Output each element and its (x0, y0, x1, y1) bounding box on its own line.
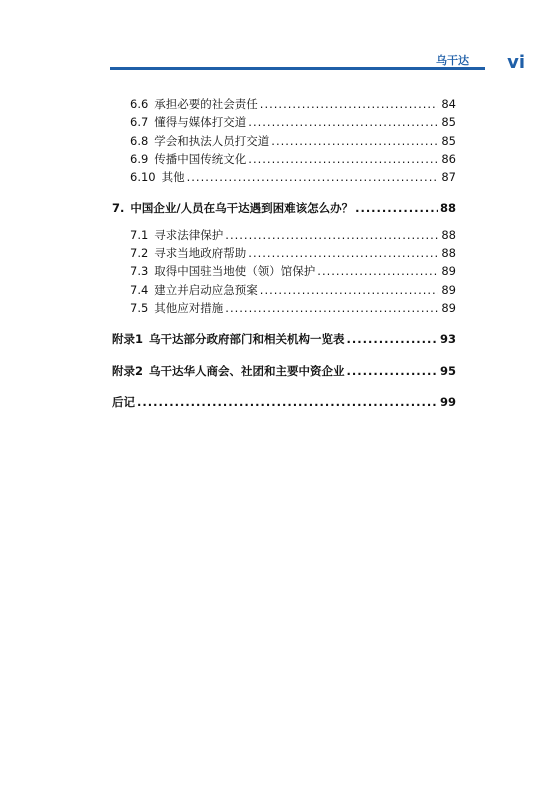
toc-entry-title: 传播中国传统文化 (154, 151, 247, 166)
running-head-title: 乌干达 (436, 54, 469, 67)
toc-leader-dots (248, 113, 438, 131)
toc-entry-page: 88 (441, 246, 456, 261)
toc-entry-title: 后记 (112, 394, 135, 409)
toc-entry-number: 6.9 (130, 151, 149, 166)
toc-entry-6-7[interactable] (112, 113, 456, 131)
toc-entry-page: 89 (441, 264, 456, 279)
toc-entry-page: 88 (441, 227, 456, 242)
toc-entry-6-9[interactable] (112, 150, 456, 168)
toc-leader-dots (260, 281, 438, 299)
toc-entry-page: 89 (441, 300, 456, 315)
toc-entry-7-4[interactable] (112, 281, 456, 299)
toc-appendix-1[interactable] (112, 330, 456, 348)
toc-entry-number: 7.4 (130, 282, 149, 297)
toc-entry-6-10[interactable] (112, 168, 456, 186)
toc-entry-6-8[interactable] (112, 132, 456, 150)
toc-entry-number: 7.2 (130, 246, 149, 261)
toc-entry-page: 88 (439, 201, 456, 216)
toc-entry-number: 7.3 (130, 264, 149, 279)
toc-entry-number: 附录2 (112, 363, 144, 378)
spacer (112, 317, 456, 330)
toc-entry-title: 其他 (161, 170, 185, 185)
toc-entry-title: 其他应对措施 (154, 300, 224, 315)
toc-entry-7-5[interactable] (112, 299, 456, 317)
toc-entry-number: 6.10 (130, 170, 156, 185)
toc-leader-dots (347, 330, 438, 348)
toc-entry-title: 寻求当地政府帮助 (154, 246, 247, 261)
toc-leader-dots (347, 362, 438, 380)
toc-entry-page: 95 (439, 363, 456, 378)
toc-entry-page: 85 (441, 115, 456, 130)
toc-entry-title: 寻求法律保护 (154, 227, 224, 242)
toc-leader-dots (225, 226, 438, 244)
toc-entry-7-2[interactable] (112, 244, 456, 262)
toc-leader-dots (225, 299, 438, 317)
toc-entry-page: 87 (441, 170, 456, 185)
toc-entry-number: 6.6 (130, 97, 149, 111)
toc-leader-dots (187, 168, 438, 186)
table-of-contents (112, 95, 456, 411)
toc-entry-page: 89 (441, 282, 456, 297)
toc-entry-7-1[interactable] (112, 226, 456, 244)
toc-leader-dots (260, 95, 438, 113)
toc-leader-dots (248, 150, 438, 168)
toc-entry-title: 取得中国驻当地使（领）馆保护 (154, 264, 316, 279)
toc-entry-number: 6.8 (130, 133, 149, 148)
toc-leader-dots (248, 244, 438, 262)
spacer (112, 380, 456, 393)
toc-appendix-2[interactable] (112, 362, 456, 380)
toc-entry-title: 懂得与媒体打交道 (154, 115, 247, 130)
toc-chapter-7[interactable] (112, 199, 456, 217)
toc-entry-page: 86 (441, 151, 456, 166)
toc-entry-title: 学会和执法人员打交道 (154, 133, 270, 148)
toc-entry-number: 附录1 (112, 332, 144, 347)
spacer (112, 349, 456, 362)
page-number: vi (507, 52, 525, 73)
toc-entry-title: 乌干达华人商会、社团和主要中资企业 (149, 363, 345, 378)
toc-entry-page: 84 (441, 97, 456, 111)
header-rule (110, 67, 485, 70)
toc-entry-page: 99 (439, 394, 456, 409)
toc-entry-page: 93 (439, 332, 456, 347)
toc-entry-page: 85 (441, 133, 456, 148)
toc-entry-6-6[interactable] (112, 95, 456, 113)
toc-entry-title: 乌干达部分政府部门和相关机构一览表 (149, 332, 345, 347)
toc-entry-7-3[interactable] (112, 262, 456, 280)
toc-entry-number: 7. (112, 201, 125, 216)
spacer (112, 186, 456, 199)
toc-entry-number: 7.1 (130, 227, 149, 242)
toc-afterword[interactable] (112, 393, 456, 411)
spacer (112, 218, 456, 226)
toc-leader-dots (137, 393, 438, 411)
toc-entry-number: 7.5 (130, 300, 149, 315)
toc-entry-number: 6.7 (130, 115, 149, 130)
toc-leader-dots (355, 199, 438, 217)
toc-entry-title: 承担必要的社会责任 (154, 97, 258, 111)
toc-leader-dots (317, 262, 438, 280)
toc-entry-title: 中国企业/人员在乌干达遇到困难该怎么办？ (130, 201, 354, 216)
toc-entry-title: 建立并启动应急预案 (154, 282, 258, 297)
toc-leader-dots (271, 132, 438, 150)
